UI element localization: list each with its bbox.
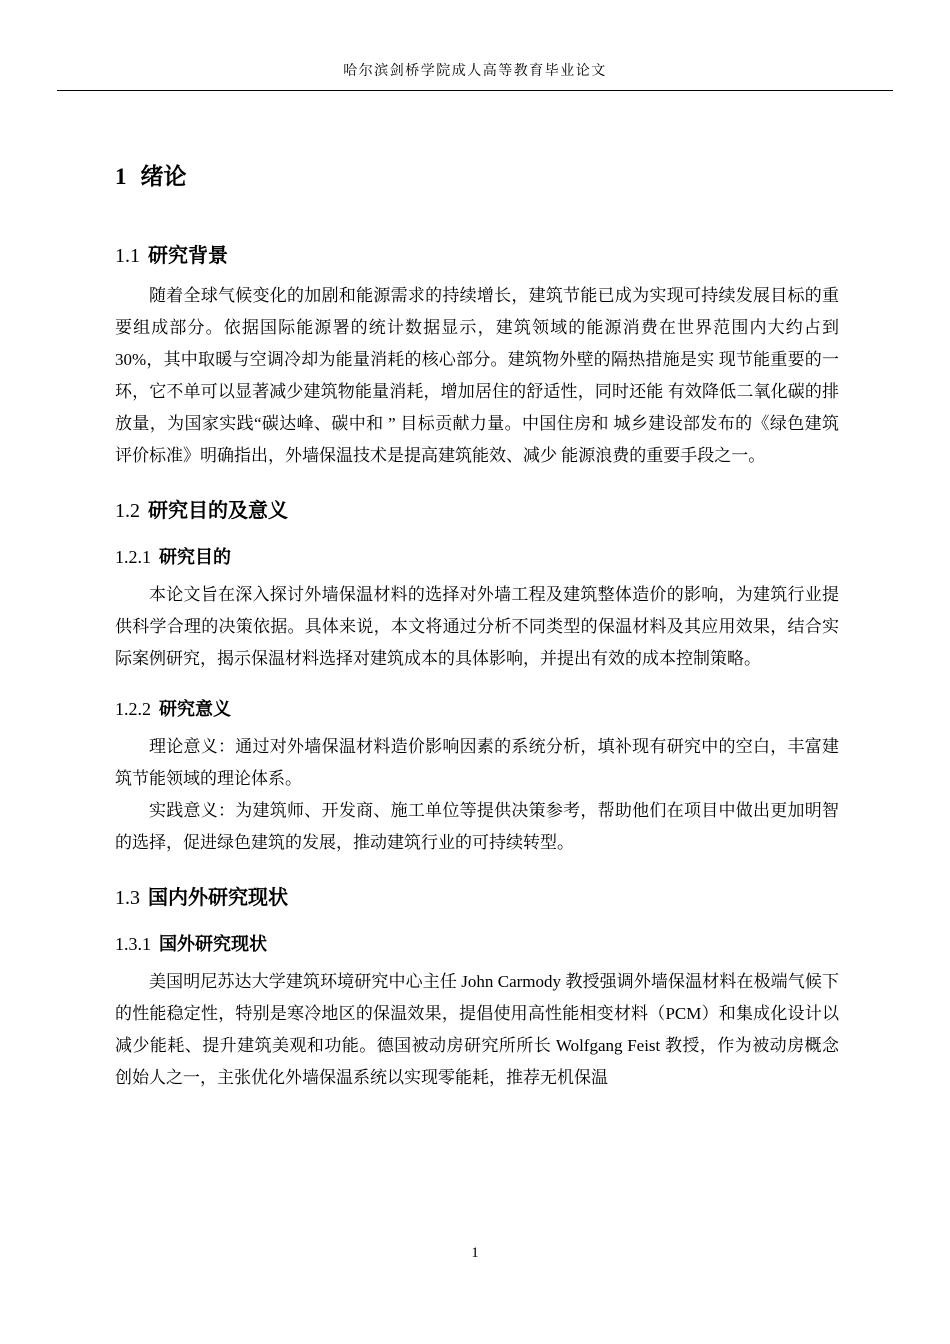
chapter-number: 1 [115,164,127,189]
page-number: 1 [471,1245,479,1261]
paragraph-research-purpose: 本论文旨在深入探讨外墙保温材料的选择对外墙工程及建筑整体造价的影响，为建筑行业提供科学合理的决策依据。具体来说，本文将通过分析不同类型的保温材料及其应用效果，结合实际案例研究，揭示保温材料选择对建筑成本的具体影响，并提出有效的成本控制策略。 [115,585,839,668]
paragraph-theoretical-significance: 理论意义：通过对外墙保温材料造价影响因素的系统分析，填补现有研究中的空白，丰富建筑节能领域的理论体系。 [115,737,839,788]
document-header [57,60,893,91]
section-heading-1-2 [115,494,839,523]
subsection-1-3-1-title: 国外研究现状 [159,934,267,954]
subsection-heading-1-3-1 [115,930,839,956]
subsection-1-2-2-number: 1.2.2 [115,699,151,719]
subsection-1-2-2-title: 研究意义 [159,699,231,719]
paragraph-foreign-research-status: 美国明尼苏达大学建筑环境研究中心主任 John Carmody 教授强调外墙保温材料在极端气候下的性能稳定性，特别是寒冷地区的保温效果，提倡使用高性能相变材料（PCM）和集成化设计以减少能耗、提升建筑美观和功能。德国被动房研究所所长 Wolfgang Feist 教授，作为被动房概念创始人之一，主张优化外墙保温系统以实现零能耗，推荐无机保温 [115,972,839,1087]
section-1-1-number: 1.1 [115,245,140,267]
paragraph-practical-significance: 实践意义：为建筑师、开发商、施工单位等提供决策参考，帮助他们在项目中做出更加明智的选择，促进绿色建筑的发展，推动建筑行业的可持续转型。 [115,801,839,852]
section-heading-1-1 [115,239,839,268]
section-heading-1-3 [115,881,839,910]
subsection-1-3-1-number: 1.3.1 [115,934,151,954]
subsection-1-2-1-title: 研究目的 [159,547,231,567]
section-1-1-title: 研究背景 [148,245,228,267]
section-1-3-title: 国内外研究现状 [148,887,288,909]
document-header-text: 哈尔滨剑桥学院成人高等教育毕业论文 [343,64,607,79]
chapter-title: 绪论 [140,163,187,189]
subsection-1-2-1-number: 1.2.1 [115,547,151,567]
paragraph-research-background: 随着全球气候变化的加剧和能源需求的持续增长，建筑节能已成为实现可持续发展目标的重要组成部分。依据国际能源署的统计数据显示，建筑领域的能源消费在世界范围内大约占到 30%，其中取暖与空调冷却为能量消耗的核心部分。建筑物外壁的隔热措施是实 现节能重要的一环，它不单可以显著减少建筑物能量消耗，增加居住的舒适性，同时还能 有效降低二氧化碳的排放量，为国家实践“碳达峰、碳中和 ” 目标贡献力量。中国住房和 城乡建设部发布的《绿色建筑评价标准》明确指出，外墙保温技术是提高建筑能效、减少 能源浪费的重要手段之一。 [115,286,839,465]
subsection-heading-1-2-2 [115,695,839,721]
subsection-heading-1-2-1 [115,543,839,569]
section-1-3-number: 1.3 [115,887,140,909]
chapter-heading [115,158,839,191]
page-content [115,150,839,1094]
section-1-2-number: 1.2 [115,500,140,522]
section-1-2-title: 研究目的及意义 [148,500,288,522]
